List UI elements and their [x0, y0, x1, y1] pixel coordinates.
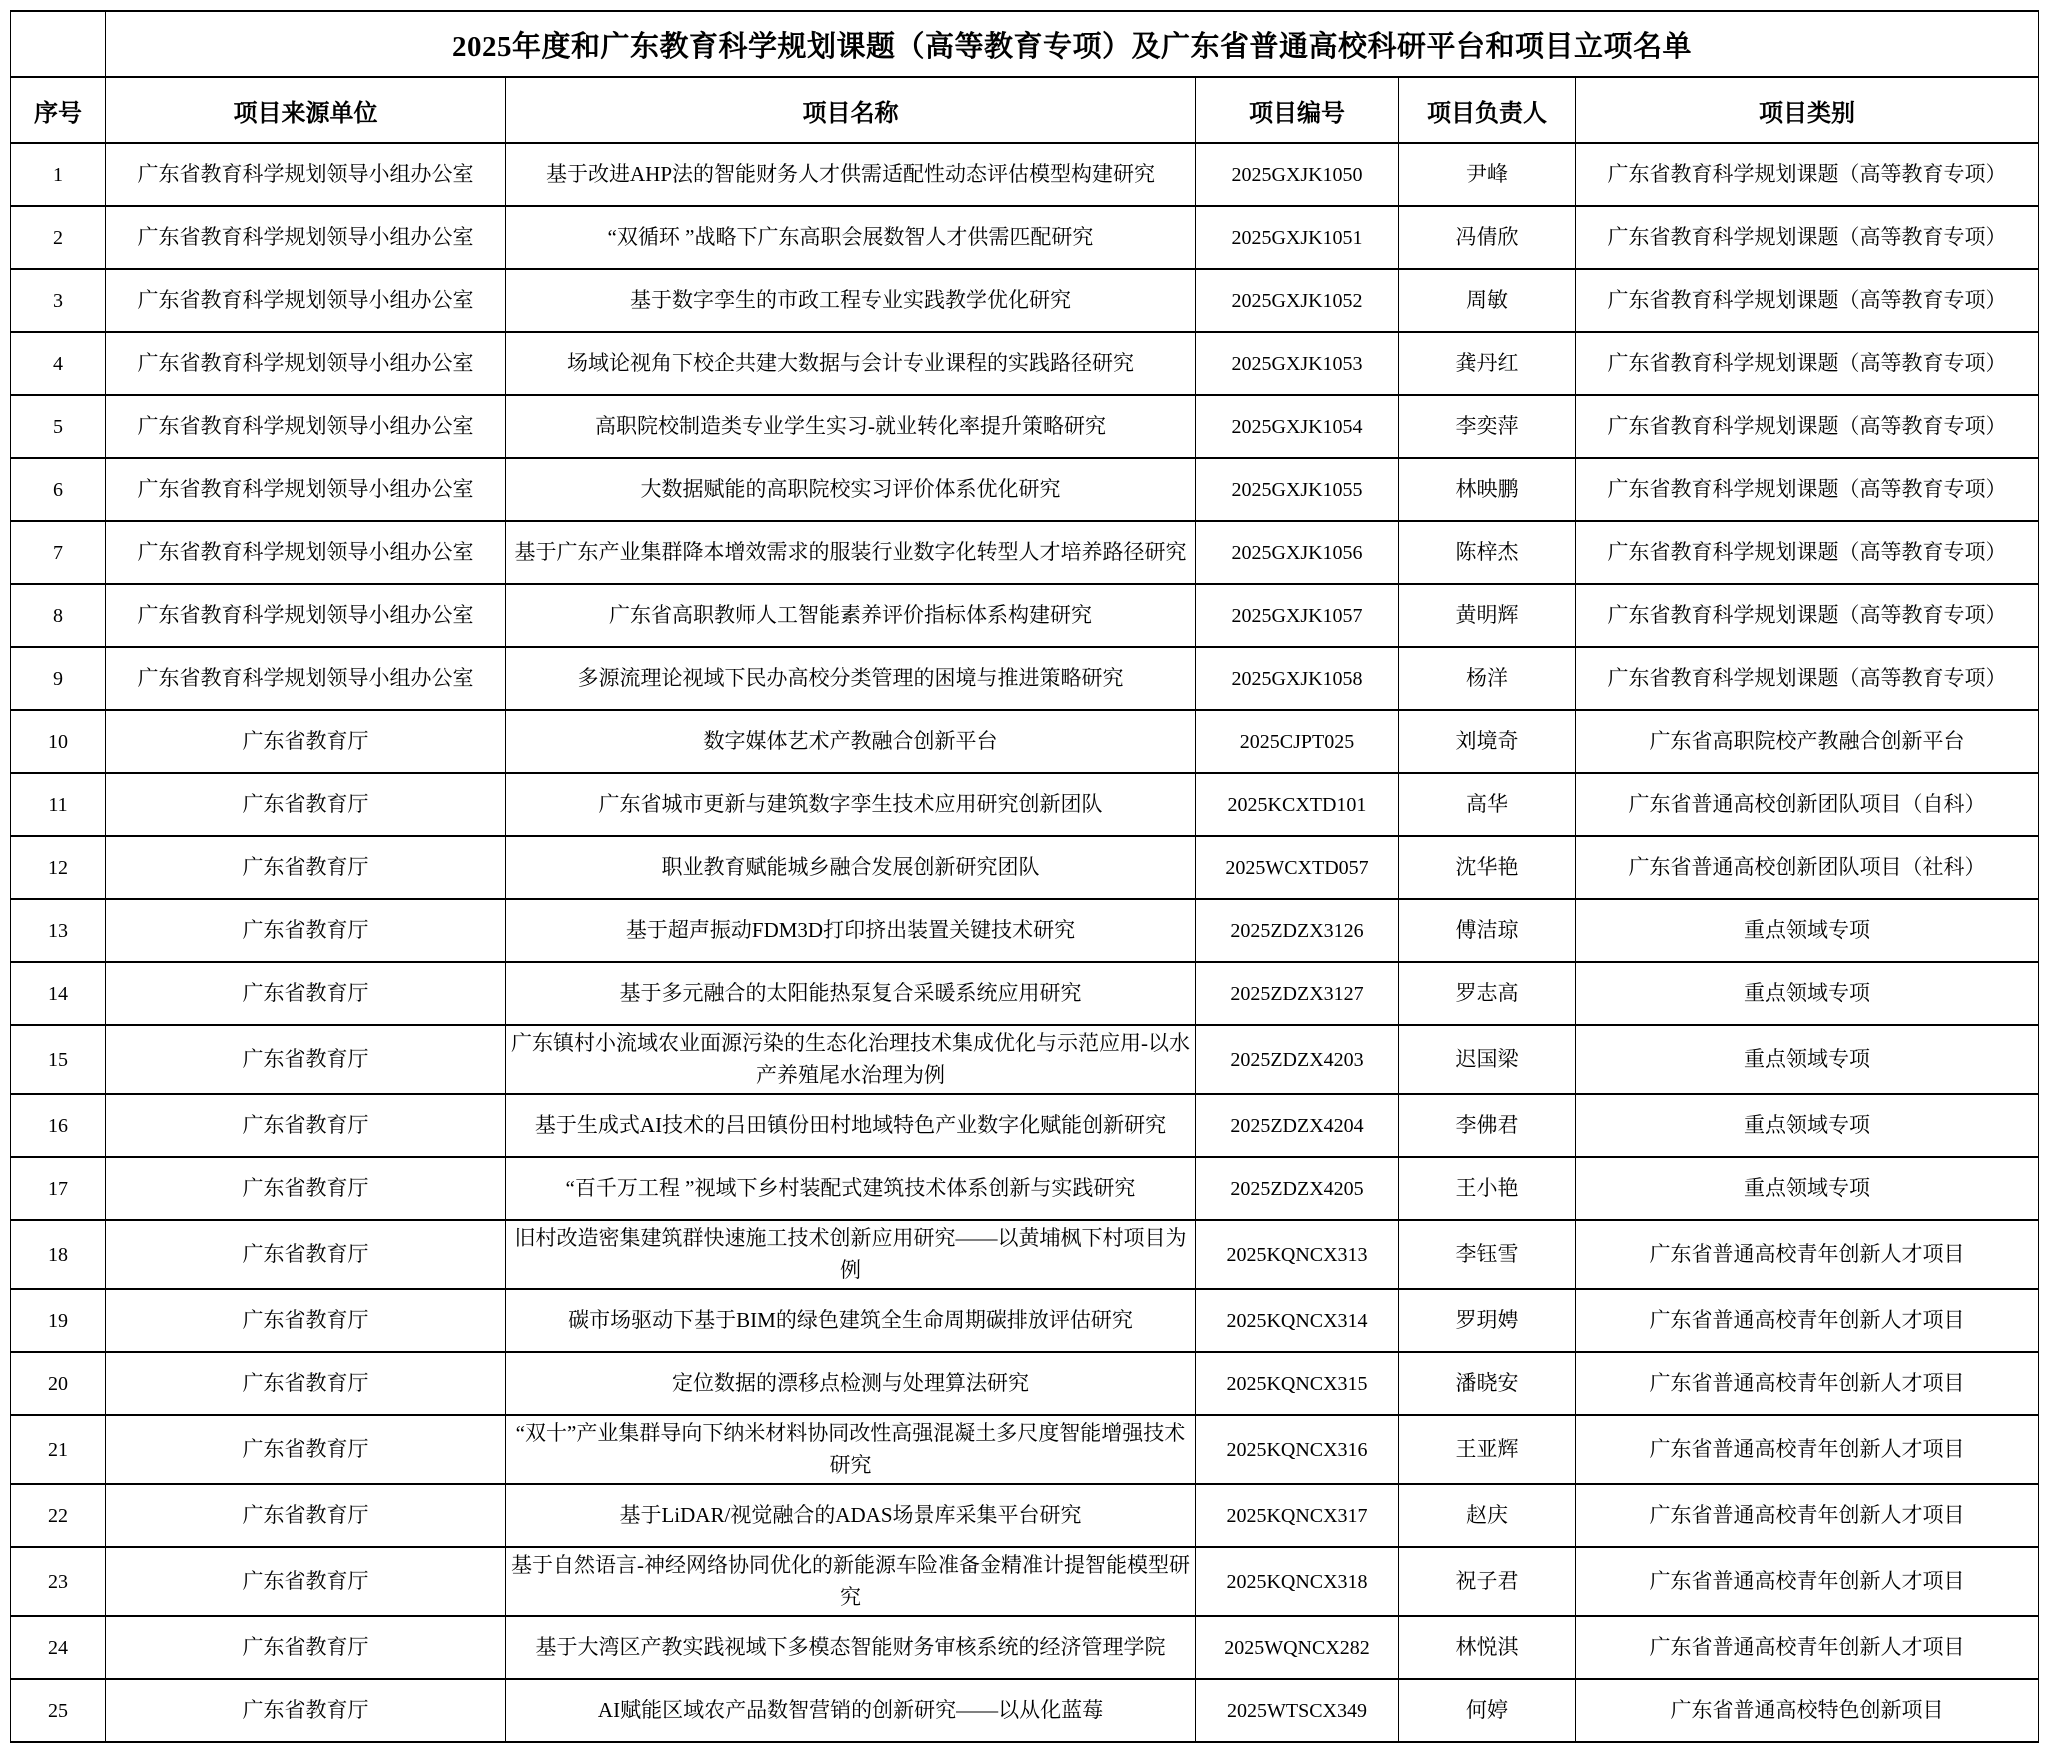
cell-project-category: 广东省教育科学规划课题（高等教育专项）: [1576, 647, 2039, 710]
cell-project-name: 基于LiDAR/视觉融合的ADAS场景库采集平台研究: [506, 1484, 1196, 1547]
table-row: [11, 458, 2039, 521]
cell-project-name: 基于超声振动FDM3D打印挤出装置关键技术研究: [506, 899, 1196, 962]
cell-source-unit: 广东省教育厅: [106, 1157, 506, 1220]
cell-project-name: 基于大湾区产教实践视域下多模态智能财务审核系统的经济管理学院: [506, 1616, 1196, 1679]
table-row: [11, 1616, 2039, 1679]
table-body: [11, 143, 2039, 1742]
cell-row-number: 22: [11, 1484, 106, 1547]
cell-project-name: “双十”产业集群导向下纳米材料协同改性高强混凝土多尺度智能增强技术研究: [506, 1415, 1196, 1484]
cell-project-name: 基于数字孪生的市政工程专业实践教学优化研究: [506, 269, 1196, 332]
cell-source-unit: 广东省教育科学规划领导小组办公室: [106, 143, 506, 206]
cell-source-unit: 广东省教育科学规划领导小组办公室: [106, 647, 506, 710]
table-row: [11, 1547, 2039, 1616]
cell-project-leader: 罗玥娉: [1399, 1289, 1576, 1352]
cell-project-code: 2025KQNCX317: [1196, 1484, 1399, 1547]
cell-source-unit: 广东省教育厅: [106, 1025, 506, 1094]
cell-project-name: 基于自然语言-神经网络协同优化的新能源车险准备金精准计提智能模型研究: [506, 1547, 1196, 1616]
cell-project-name: “百千万工程 ”视域下乡村装配式建筑技术体系创新与实践研究: [506, 1157, 1196, 1220]
cell-project-leader: 祝子君: [1399, 1547, 1576, 1616]
cell-source-unit: 广东省教育科学规划领导小组办公室: [106, 332, 506, 395]
cell-project-name: 基于多元融合的太阳能热泵复合采暖系统应用研究: [506, 962, 1196, 1025]
cell-row-number: 13: [11, 899, 106, 962]
cell-project-leader: 陈梓杰: [1399, 521, 1576, 584]
cell-row-number: 7: [11, 521, 106, 584]
table-row: [11, 395, 2039, 458]
cell-project-category: 广东省教育科学规划课题（高等教育专项）: [1576, 143, 2039, 206]
table-row: [11, 1157, 2039, 1220]
cell-project-name: 广东镇村小流域农业面源污染的生态化治理技术集成优化与示范应用-以水产养殖尾水治理为例: [506, 1025, 1196, 1094]
cell-project-leader: 罗志高: [1399, 962, 1576, 1025]
cell-project-code: 2025ZDZX4204: [1196, 1094, 1399, 1157]
cell-source-unit: 广东省教育厅: [106, 773, 506, 836]
cell-project-leader: 赵庆: [1399, 1484, 1576, 1547]
cell-project-category: 广东省普通高校青年创新人才项目: [1576, 1415, 2039, 1484]
cell-project-name: 基于改进AHP法的智能财务人才供需适配性动态评估模型构建研究: [506, 143, 1196, 206]
cell-source-unit: 广东省教育厅: [106, 1352, 506, 1415]
cell-row-number: 14: [11, 962, 106, 1025]
table-row: [11, 1094, 2039, 1157]
table-row: [11, 836, 2039, 899]
cell-project-code: 2025GXJK1050: [1196, 143, 1399, 206]
title-corner-cell: [11, 11, 106, 77]
table-row: [11, 332, 2039, 395]
cell-project-code: 2025KQNCX315: [1196, 1352, 1399, 1415]
cell-project-code: 2025WQNCX282: [1196, 1616, 1399, 1679]
column-header-leader: 项目负责人: [1399, 77, 1576, 143]
cell-project-category: 广东省普通高校特色创新项目: [1576, 1679, 2039, 1742]
cell-project-category: 广东省普通高校青年创新人才项目: [1576, 1289, 2039, 1352]
cell-project-code: 2025KQNCX318: [1196, 1547, 1399, 1616]
cell-project-category: 广东省教育科学规划课题（高等教育专项）: [1576, 206, 2039, 269]
table-row: [11, 269, 2039, 332]
cell-project-category: 广东省教育科学规划课题（高等教育专项）: [1576, 332, 2039, 395]
cell-project-leader: 李钰雪: [1399, 1220, 1576, 1289]
cell-project-category: 广东省教育科学规划课题（高等教育专项）: [1576, 521, 2039, 584]
cell-project-leader: 沈华艳: [1399, 836, 1576, 899]
cell-project-leader: 林映鹏: [1399, 458, 1576, 521]
table-row: [11, 710, 2039, 773]
table-row: [11, 584, 2039, 647]
cell-project-leader: 傅洁琼: [1399, 899, 1576, 962]
cell-project-leader: 潘晓安: [1399, 1352, 1576, 1415]
cell-project-category: 广东省教育科学规划课题（高等教育专项）: [1576, 584, 2039, 647]
cell-project-leader: 杨洋: [1399, 647, 1576, 710]
cell-project-category: 广东省普通高校青年创新人才项目: [1576, 1484, 2039, 1547]
cell-source-unit: 广东省教育科学规划领导小组办公室: [106, 458, 506, 521]
cell-project-leader: 王亚辉: [1399, 1415, 1576, 1484]
cell-project-category: 广东省普通高校青年创新人才项目: [1576, 1547, 2039, 1616]
cell-source-unit: 广东省教育厅: [106, 1415, 506, 1484]
cell-source-unit: 广东省教育厅: [106, 1616, 506, 1679]
cell-project-code: 2025ZDZX3126: [1196, 899, 1399, 962]
cell-project-name: 定位数据的漂移点检测与处理算法研究: [506, 1352, 1196, 1415]
table-row: [11, 1220, 2039, 1289]
cell-row-number: 9: [11, 647, 106, 710]
table-row: [11, 773, 2039, 836]
cell-source-unit: 广东省教育厅: [106, 1547, 506, 1616]
cell-source-unit: 广东省教育厅: [106, 899, 506, 962]
table-row: [11, 1484, 2039, 1547]
cell-project-name: 基于广东产业集群降本增效需求的服装行业数字化转型人才培养路径研究: [506, 521, 1196, 584]
column-header-code: 项目编号: [1196, 77, 1399, 143]
table-row: [11, 521, 2039, 584]
cell-project-name: 广东省城市更新与建筑数字孪生技术应用研究创新团队: [506, 773, 1196, 836]
title-row: [11, 11, 2039, 77]
cell-project-code: 2025KQNCX313: [1196, 1220, 1399, 1289]
cell-project-code: 2025WCXTD057: [1196, 836, 1399, 899]
cell-project-name: 数字媒体艺术产教融合创新平台: [506, 710, 1196, 773]
cell-project-category: 广东省教育科学规划课题（高等教育专项）: [1576, 269, 2039, 332]
cell-project-code: 2025KCXTD101: [1196, 773, 1399, 836]
cell-project-category: 重点领域专项: [1576, 962, 2039, 1025]
cell-row-number: 6: [11, 458, 106, 521]
cell-project-name: 职业教育赋能城乡融合发展创新研究团队: [506, 836, 1196, 899]
column-header-category: 项目类别: [1576, 77, 2039, 143]
cell-source-unit: 广东省教育科学规划领导小组办公室: [106, 584, 506, 647]
table-row: [11, 1289, 2039, 1352]
cell-project-code: 2025ZDZX4203: [1196, 1025, 1399, 1094]
cell-project-name: 多源流理论视域下民办高校分类管理的困境与推进策略研究: [506, 647, 1196, 710]
table-row: [11, 962, 2039, 1025]
cell-project-name: 基于生成式AI技术的吕田镇份田村地域特色产业数字化赋能创新研究: [506, 1094, 1196, 1157]
cell-project-code: 2025KQNCX316: [1196, 1415, 1399, 1484]
cell-source-unit: 广东省教育厅: [106, 962, 506, 1025]
column-header-source: 项目来源单位: [106, 77, 506, 143]
cell-project-category: 广东省普通高校创新团队项目（自科）: [1576, 773, 2039, 836]
cell-row-number: 11: [11, 773, 106, 836]
cell-source-unit: 广东省教育科学规划领导小组办公室: [106, 206, 506, 269]
cell-source-unit: 广东省教育厅: [106, 1679, 506, 1742]
cell-row-number: 25: [11, 1679, 106, 1742]
cell-project-leader: 冯倩欣: [1399, 206, 1576, 269]
cell-source-unit: 广东省教育厅: [106, 836, 506, 899]
cell-project-category: 广东省普通高校青年创新人才项目: [1576, 1220, 2039, 1289]
cell-source-unit: 广东省教育科学规划领导小组办公室: [106, 521, 506, 584]
cell-source-unit: 广东省教育科学规划领导小组办公室: [106, 269, 506, 332]
cell-row-number: 20: [11, 1352, 106, 1415]
table-row: [11, 1679, 2039, 1742]
cell-row-number: 1: [11, 143, 106, 206]
cell-project-code: 2025GXJK1052: [1196, 269, 1399, 332]
cell-project-category: 重点领域专项: [1576, 1157, 2039, 1220]
cell-project-leader: 林悦淇: [1399, 1616, 1576, 1679]
cell-project-name: 场域论视角下校企共建大数据与会计专业课程的实践路径研究: [506, 332, 1196, 395]
cell-source-unit: 广东省教育厅: [106, 1484, 506, 1547]
cell-row-number: 4: [11, 332, 106, 395]
cell-project-leader: 尹峰: [1399, 143, 1576, 206]
cell-row-number: 16: [11, 1094, 106, 1157]
cell-row-number: 12: [11, 836, 106, 899]
projects-table: [10, 10, 2039, 1743]
cell-source-unit: 广东省教育厅: [106, 1289, 506, 1352]
cell-project-name: 高职院校制造类专业学生实习-就业转化率提升策略研究: [506, 395, 1196, 458]
cell-project-code: 2025GXJK1054: [1196, 395, 1399, 458]
cell-project-code: 2025ZDZX3127: [1196, 962, 1399, 1025]
cell-project-name: AI赋能区域农产品数智营销的创新研究——以从化蓝莓: [506, 1679, 1196, 1742]
cell-project-code: 2025KQNCX314: [1196, 1289, 1399, 1352]
cell-project-category: 广东省普通高校创新团队项目（社科）: [1576, 836, 2039, 899]
cell-project-leader: 李奕萍: [1399, 395, 1576, 458]
cell-row-number: 19: [11, 1289, 106, 1352]
cell-project-category: 广东省教育科学规划课题（高等教育专项）: [1576, 458, 2039, 521]
cell-source-unit: 广东省教育厅: [106, 710, 506, 773]
cell-project-leader: 李佛君: [1399, 1094, 1576, 1157]
table-row: [11, 1415, 2039, 1484]
header-row: [11, 77, 2039, 143]
cell-project-leader: 黄明辉: [1399, 584, 1576, 647]
cell-row-number: 15: [11, 1025, 106, 1094]
cell-project-code: 2025CJPT025: [1196, 710, 1399, 773]
cell-project-category: 重点领域专项: [1576, 899, 2039, 962]
cell-project-leader: 龚丹红: [1399, 332, 1576, 395]
cell-row-number: 18: [11, 1220, 106, 1289]
cell-project-leader: 王小艳: [1399, 1157, 1576, 1220]
table-row: [11, 143, 2039, 206]
cell-project-category: 重点领域专项: [1576, 1025, 2039, 1094]
page-title: 2025年度和广东教育科学规划课题（高等教育专项）及广东省普通高校科研平台和项目立项名单: [106, 11, 2039, 77]
cell-project-code: 2025GXJK1058: [1196, 647, 1399, 710]
table-row: [11, 899, 2039, 962]
cell-row-number: 24: [11, 1616, 106, 1679]
cell-project-code: 2025ZDZX4205: [1196, 1157, 1399, 1220]
cell-project-leader: 高华: [1399, 773, 1576, 836]
cell-project-name: 碳市场驱动下基于BIM的绿色建筑全生命周期碳排放评估研究: [506, 1289, 1196, 1352]
cell-project-code: 2025WTSCX349: [1196, 1679, 1399, 1742]
cell-source-unit: 广东省教育厅: [106, 1220, 506, 1289]
cell-row-number: 23: [11, 1547, 106, 1616]
table-row: [11, 647, 2039, 710]
table-row: [11, 206, 2039, 269]
project-list-document: [10, 10, 2039, 1743]
cell-project-code: 2025GXJK1051: [1196, 206, 1399, 269]
cell-row-number: 21: [11, 1415, 106, 1484]
cell-project-code: 2025GXJK1056: [1196, 521, 1399, 584]
cell-project-code: 2025GXJK1055: [1196, 458, 1399, 521]
cell-row-number: 3: [11, 269, 106, 332]
cell-source-unit: 广东省教育厅: [106, 1094, 506, 1157]
cell-row-number: 2: [11, 206, 106, 269]
column-header-no: 序号: [11, 77, 106, 143]
cell-project-category: 广东省普通高校青年创新人才项目: [1576, 1616, 2039, 1679]
cell-project-code: 2025GXJK1053: [1196, 332, 1399, 395]
table-row: [11, 1352, 2039, 1415]
cell-project-name: “双循环 ”战略下广东高职会展数智人才供需匹配研究: [506, 206, 1196, 269]
cell-source-unit: 广东省教育科学规划领导小组办公室: [106, 395, 506, 458]
cell-project-code: 2025GXJK1057: [1196, 584, 1399, 647]
cell-row-number: 8: [11, 584, 106, 647]
cell-project-category: 广东省高职院校产教融合创新平台: [1576, 710, 2039, 773]
cell-project-leader: 周敏: [1399, 269, 1576, 332]
cell-project-name: 大数据赋能的高职院校实习评价体系优化研究: [506, 458, 1196, 521]
cell-project-leader: 刘境奇: [1399, 710, 1576, 773]
cell-project-leader: 何婷: [1399, 1679, 1576, 1742]
column-header-name: 项目名称: [506, 77, 1196, 143]
cell-project-category: 广东省普通高校青年创新人才项目: [1576, 1352, 2039, 1415]
cell-project-leader: 迟国梁: [1399, 1025, 1576, 1094]
cell-row-number: 10: [11, 710, 106, 773]
cell-project-category: 重点领域专项: [1576, 1094, 2039, 1157]
table-row: [11, 1025, 2039, 1094]
cell-row-number: 17: [11, 1157, 106, 1220]
cell-project-name: 广东省高职教师人工智能素养评价指标体系构建研究: [506, 584, 1196, 647]
cell-project-category: 广东省教育科学规划课题（高等教育专项）: [1576, 395, 2039, 458]
cell-project-name: 旧村改造密集建筑群快速施工技术创新应用研究——以黄埔枫下村项目为例: [506, 1220, 1196, 1289]
cell-row-number: 5: [11, 395, 106, 458]
